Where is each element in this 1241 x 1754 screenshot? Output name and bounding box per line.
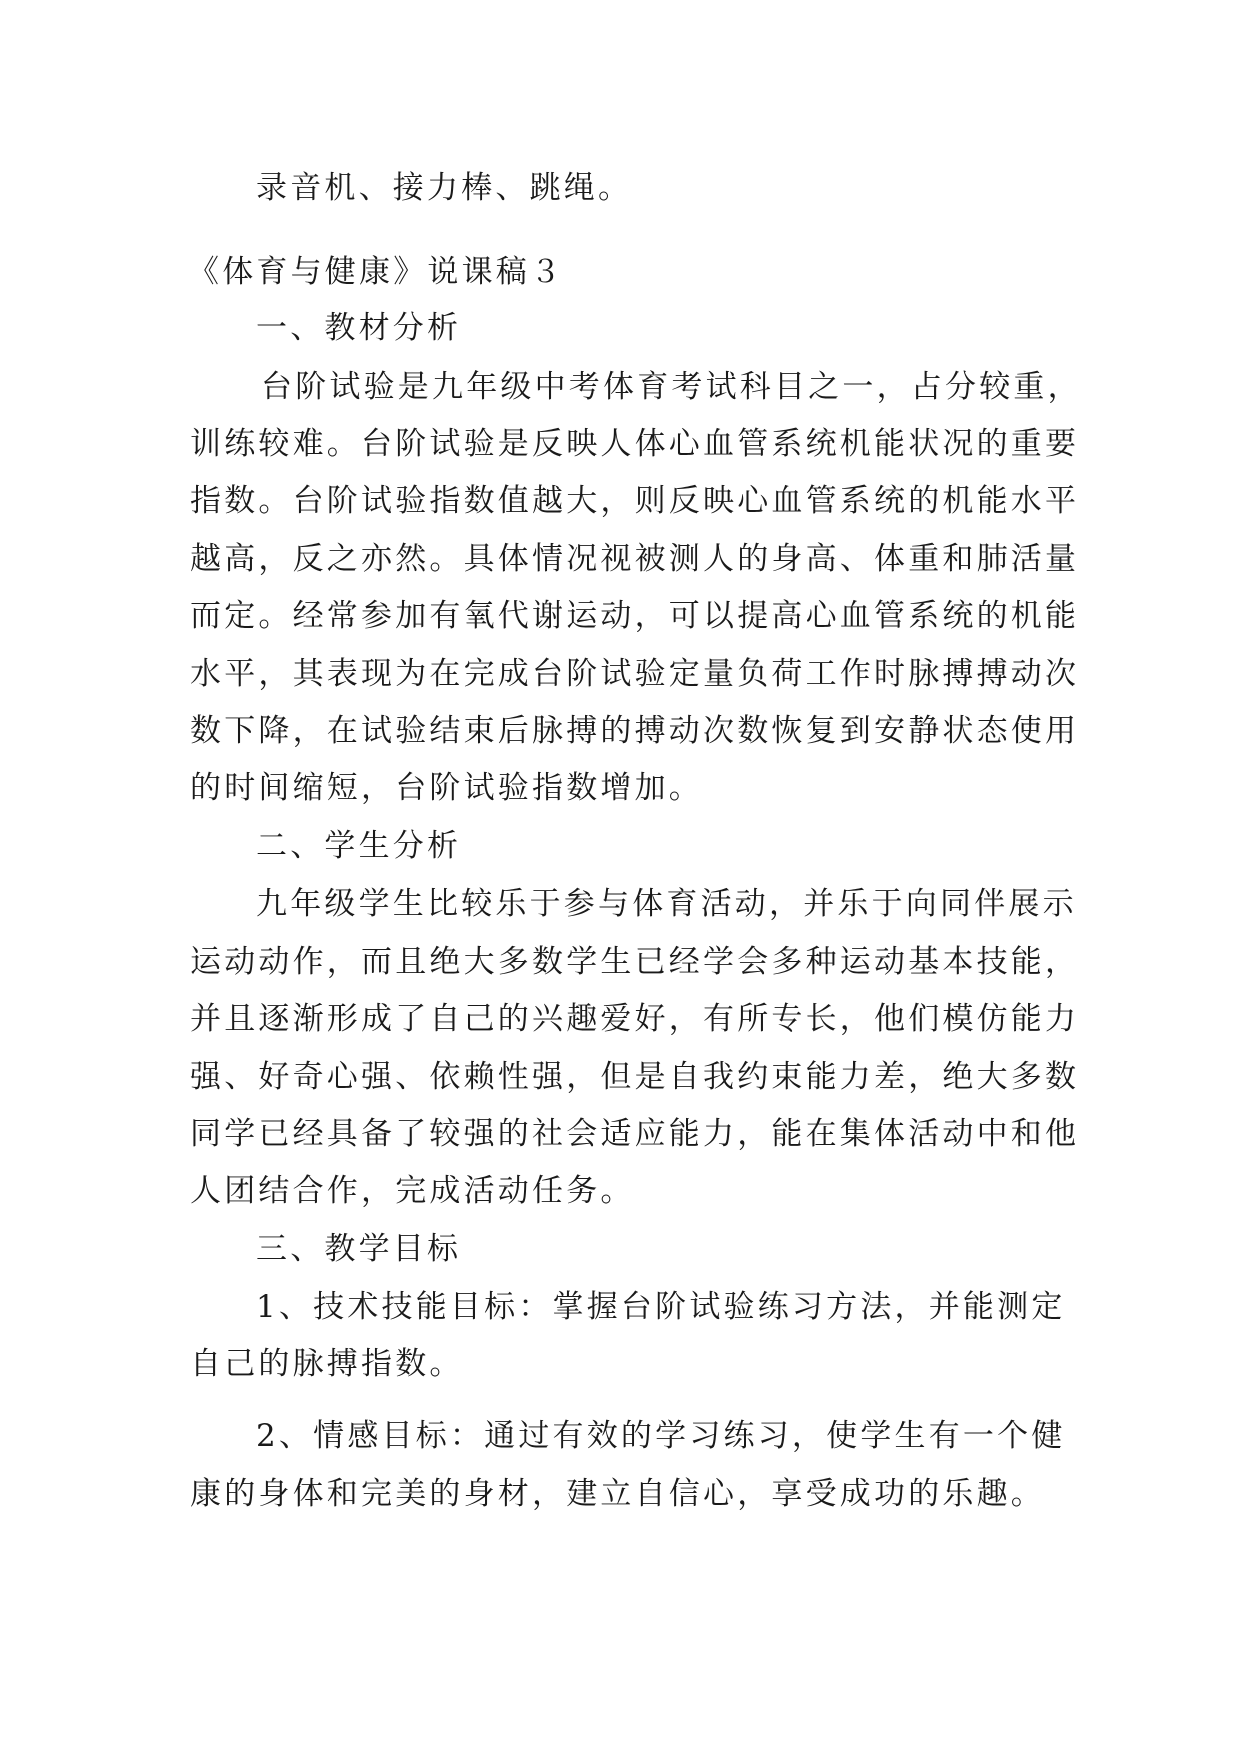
- paragraph-line: 强、好奇心强、依赖性强，但是自我约束能力差，绝大多数: [190, 1059, 1080, 1095]
- paragraph-line: 康的身体和完美的身材，建立自信心，享受成功的乐趣。: [190, 1476, 1045, 1512]
- paragraph-line: 数下降，在试验结束后脉搏的搏动次数恢复到安静状态使用: [190, 713, 1080, 749]
- paragraph-line: 运动动作，而且绝大多数学生已经学会多种运动基本技能，: [190, 944, 1080, 980]
- section-heading: 二、学生分析: [256, 828, 462, 864]
- paragraph-line: 台阶试验是九年级中考体育考试科目之一，占分较重，: [261, 369, 1082, 405]
- paragraph-line: 人团结合作，完成活动任务。: [190, 1173, 635, 1209]
- paragraph-line: 2、情感目标：通过有效的学习练习，使学生有一个健: [256, 1418, 1066, 1454]
- paragraph-line: 指数。台阶试验指数值越大，则反映心血管系统的机能水平: [190, 483, 1080, 519]
- paragraph-line: 的时间缩短，台阶试验指数增加。: [190, 770, 703, 806]
- text-line: 录音机、接力棒、跳绳。: [256, 170, 633, 206]
- paragraph-line: 并且逐渐形成了自己的兴趣爱好，有所专长，他们模仿能力: [190, 1001, 1080, 1037]
- paragraph-line: 水平，其表现为在完成台阶试验定量负荷工作时脉搏搏动次: [190, 656, 1080, 692]
- paragraph-line: 越高，反之亦然。具体情况视被测人的身高、体重和肺活量: [190, 541, 1080, 577]
- paragraph-line: 九年级学生比较乐于参与体育活动，并乐于向同伴展示: [256, 886, 1077, 922]
- section-heading: 一、教材分析: [256, 310, 462, 346]
- paragraph-line: 而定。经常参加有氧代谢运动，可以提高心血管系统的机能: [190, 598, 1080, 634]
- paragraph-line: 自己的脉搏指数。: [190, 1346, 464, 1382]
- document-title: 《体育与健康》说课稿３: [188, 254, 565, 290]
- paragraph-line: 训练较难。台阶试验是反映人体心血管系统机能状况的重要: [190, 426, 1080, 462]
- paragraph-line: 1、技术技能目标：掌握台阶试验练习方法，并能测定: [256, 1289, 1066, 1325]
- section-heading: 三、教学目标: [256, 1231, 462, 1267]
- paragraph-line: 同学已经具备了较强的社会适应能力，能在集体活动中和他: [190, 1116, 1080, 1152]
